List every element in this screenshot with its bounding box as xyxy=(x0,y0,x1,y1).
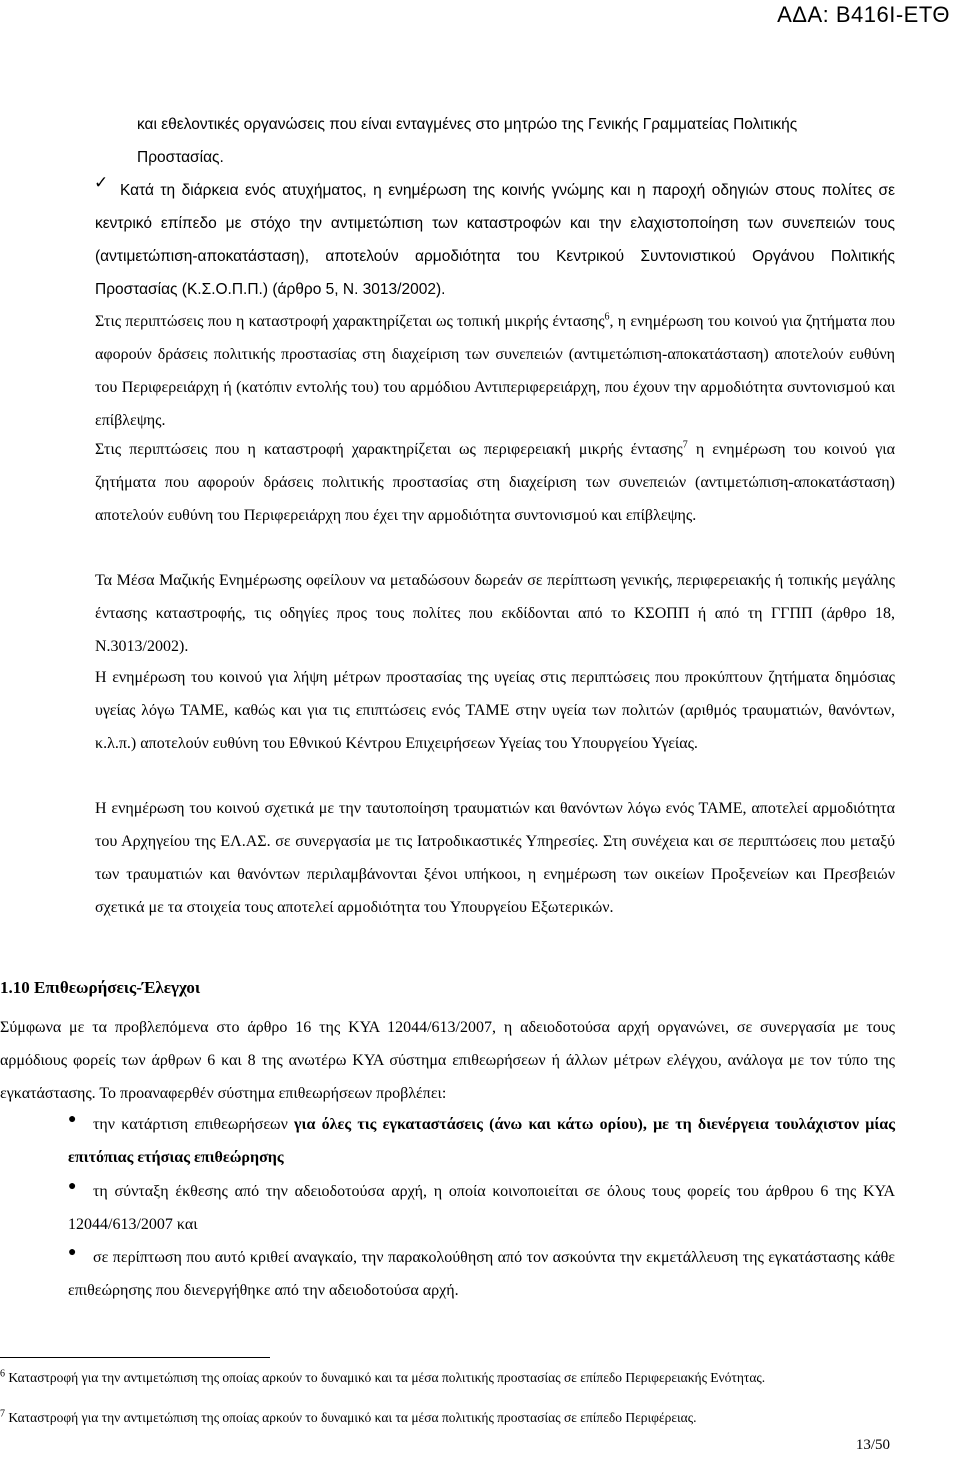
bullet-item-monitoring: σε περίπτωση που αυτό κριθεί αναγκαίο, την παρακολούθηση από τον ασκούντα την εκμετάλλευση της εγκατάστασης κάθε επιθεώρησης που διενεργήθηκε από την αδειοδοτούσα αρχή. xyxy=(68,1249,895,1299)
paragraph-local-disaster: Στις περιπτώσεις που η καταστροφή χαρακτηρίζεται ως τοπική μικρής έντασης$^6$, η ενημέρωση του κοινού για ζητήματα που αφορούν δράσεις πολιτικής προστασίας στη διαχείριση των συνεπειών (αντιμετώπιση-αποκατάσταση) αποτελούν ευθύνη του Περιφερειάρχη ή (κατόπιν εντολής του) του αρμόδιου Αντιπεριφερειάρχη, που έχουν την αρμοδιότητα συντονισμού και επίβλεψης. xyxy=(95,311,895,429)
bullet-icon: ● xyxy=(68,1245,77,1260)
section-intro: Σύμφωνα με τα προβλεπόμενα στο άρθρο 16 της ΚΥΑ 12044/613/2007, η αδειοδοτούσα αρχή οργανώνει, σε συνεργασία με τους αρμόδιους φορείς των άρθρων 6 και 8 της ανωτέρω ΚΥΑ σύστημα επιθεωρήσεων ή άλλων μέτρων ελέγχου, ανάλογα με τον τύπο της εγκατάστασης. Το προαναφερθέν σύστημα επιθεωρήσεων προβλέπει: xyxy=(0,1019,895,1102)
bullet-item-inspections: την κατάρτιση επιθεωρήσεων για όλες τις εγκαταστάσεις (άνω και κάτω ορίου), με τη διενέργεια τουλάχιστον μίας επιτόπιας ετήσιας επιθεώρησης xyxy=(68,1116,895,1166)
paragraph-health: Η ενημέρωση του κοινού για λήψη μέτρων προστασίας της υγείας στις περιπτώσεις που προκύπτουν ζητήματα δημόσιας υγείας λόγω ΤΑΜΕ, καθώς και για τις επιπτώσεις ενός ΤΑΜΕ στην υγεία των πολιτών (αριθμός τραυματιών, θανόντων, κ.λ.π.) αποτελούν ευθύνη του Εθνικού Κέντρου Επιχειρήσεων Υγείας του Υπουργείου Υγείας. xyxy=(95,669,895,752)
footnote-separator xyxy=(0,1357,270,1358)
list-continuation: και εθελοντικές οργανώσεις που είναι ενταγμένες στο μητρώο της Γενικής Γραμματείας Πολιτικής Προστασίας. xyxy=(137,116,798,166)
paragraph-identification: Η ενημέρωση του κοινού σχετικά με την ταυτοποίηση τραυματιών και θανόντων λόγω ενός ΤΑΜΕ, αποτελεί αρμοδιότητα του Αρχηγείου της ΕΛ.ΑΣ. σε συνεργασία με τις Ιατροδικαστικές Υπηρεσίες. Στη συνέχεια και σε περιπτώσεις που μεταξύ των τραυματιών και θανόντων περιλαμβάνονται ξένοι υπήκοοι, η ενημέρωση των οικείων Προξενείων και Πρεσβειών σχετικά με τα στοιχεία τους αποτελεί αρμοδιότητα του Υπουργείου Εξωτερικών. xyxy=(95,800,895,916)
bullet-icon: ● xyxy=(68,1112,77,1127)
paragraph-regional-disaster: Στις περιπτώσεις που η καταστροφή χαρακτηρίζεται ως περιφερειακή μικρής έντασης$^7$ η ενημέρωση του κοινού για ζητήματα που αφορούν δράσεις πολιτικής προστασίας στη διαχείριση των συνεπειών (αντιμετώπιση-αποκατάσταση) αποτελούν ευθύνη του Περιφερειάρχη που έχει την αρμοδιότητα συντονισμού και επίβλεψης. xyxy=(95,439,895,524)
footnote-7: $^7$ Καταστροφή για την αντιμετώπιση της οποίας αρκούν το δυναμικό και τα μέσα πολιτικής προστασίας σε επίπεδο Περιφέρειας. xyxy=(0,1408,697,1425)
bullet-item-report: τη σύνταξη έκθεσης από την αδειοδοτούσα αρχή, η οποία κοινοποιείται σε όλους τους φορείς του άρθρου 6 της ΚΥΑ 12044/613/2007 και xyxy=(68,1183,895,1233)
paragraph-media: Τα Μέσα Μαζικής Ενημέρωσης οφείλουν να μεταδώσουν δωρεάν σε περίπτωση γενικής, περιφερειακής ή τοπικής μεγάλης έντασης καταστροφής, τις οδηγίες προς τους πολίτες που εκδίδονται από το ΚΣΟΠΠ ή από τη ΓΓΠΠ (άρθρο 18, Ν.3013/2002). xyxy=(95,572,895,655)
footnote-6: $^6$ Καταστροφή για την αντιμετώπιση της οποίας αρκούν το δυναμικό και τα μέσα πολιτικής προστασίας σε επίπεδο Περιφερειακής Ενότητας. xyxy=(0,1368,766,1385)
page-number: 13/50 xyxy=(855,1437,890,1453)
section-heading: 1.10 Επιθεωρήσεις-Έλεγχοι xyxy=(0,978,201,997)
footnote-ref-7: 7 xyxy=(682,439,688,451)
footnote-ref-6: 6 xyxy=(604,311,610,323)
check-icon: ✓ xyxy=(94,173,109,192)
ada-header: ΑΔΑ: Β416Ι-ΕΤΘ xyxy=(777,2,950,27)
bullet-icon: ● xyxy=(68,1179,77,1194)
check-item-text: Κατά τη διάρκεια ενός ατυχήματος, η ενημέρωση της κοινής γνώμης και η παροχή οδηγιών στους πολίτες σε κεντρικό επίπεδο με στόχο την αντιμετώπιση των καταστροφών και την ελαχιστοποίηση των συνεπειών τους (αντιμετώπιση-αποκατάσταση), αποτελούν αρμοδιότητα του Κεντρικού Συντονιστικού Οργάνου Πολιτικής Προστασίας (Κ.Σ.Ο.Π.Π.) (άρθρο 5, Ν. 3013/2002). xyxy=(95,182,895,298)
